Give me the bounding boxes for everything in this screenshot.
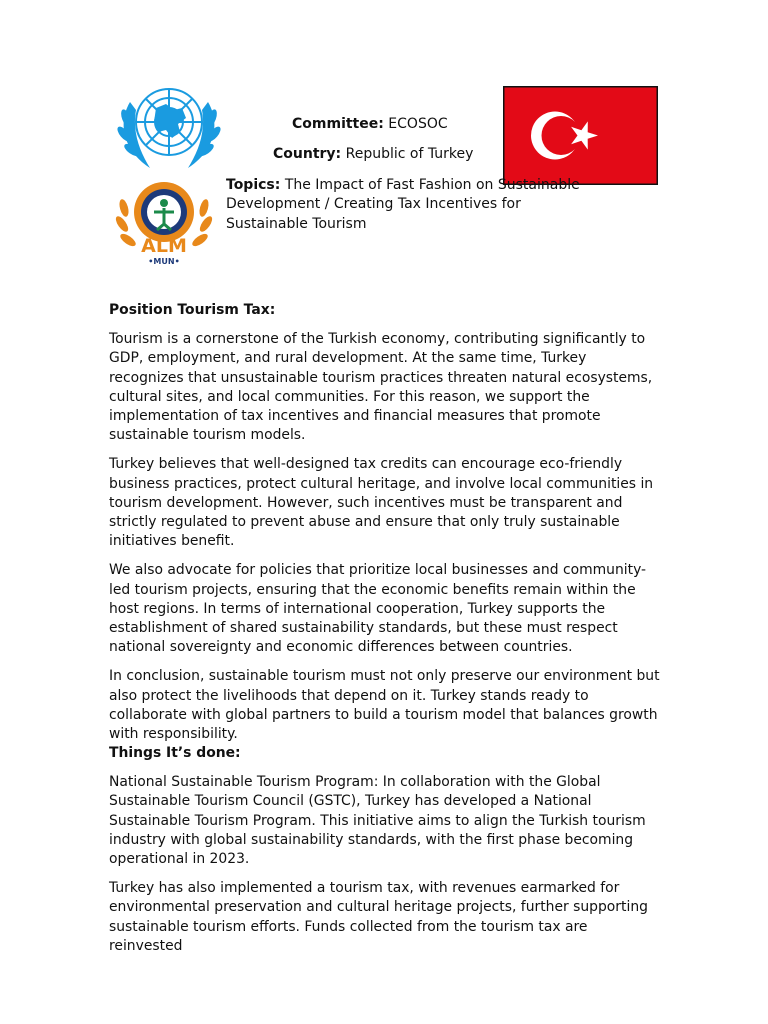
tourism-paragraph-1: Tourism is a cornerstone of the Turkish economy, contributing significantly to GDP, employment, and rural development. At the same time, Turkey recognizes that unsustainable tourism practices threaten natural ecosystems, cultural sites, and local communities. For this reason, we support the implementation of tax incentives and financial measures that promote sustainable tourism models. <box>109 331 653 444</box>
things-done-paragraph-1: National Sustainable Tourism Program: In collaboration with the Global Sustainable Tourism Council (GSTC), Turkey has developed a National Sustainable Tourism Program. This initiative aims to align the Turkish tourism industry with global sustainability standards, with the first phase becoming operational in 2023. <box>109 774 646 868</box>
country-value: Republic of Turkey <box>345 146 474 162</box>
things-done-section <box>109 744 661 956</box>
un-emblem-icon <box>110 72 228 176</box>
tourism-paragraph-4: In conclusion, sustainable tourism must not only preserve our environment but also protect the livelihoods that depend on it. Turkey stands ready to collaborate with global partners to build a tourism model that balances growth with responsibility. <box>109 668 660 743</box>
things-done-heading: Things It’s done: <box>109 745 241 761</box>
mun-text: •MUN• <box>148 257 180 266</box>
tourism-tax-section <box>109 301 661 744</box>
committee-label: Committee: <box>292 116 384 132</box>
alm-text: ALM <box>141 235 187 257</box>
topics-value: The Impact of Fast Fashion on Sustainable Development / Creating Tax Incentives for Sustainable Tourism <box>226 177 580 232</box>
alm-mun-logo <box>112 178 216 268</box>
topics-line <box>226 176 604 234</box>
country-line <box>273 145 473 164</box>
committee-line <box>292 115 448 134</box>
tourism-paragraph-3: We also advocate for policies that prioritize local businesses and community-led tourism projects, ensuring that the economic benefits remain within the host regions. In terms of international cooperation, Turkey supports the establishment of shared sustainability standards, but these must respect national sovereignty and economic differences between countries. <box>109 562 647 656</box>
country-label: Country: <box>273 146 342 162</box>
committee-value: ECOSOC <box>388 116 448 132</box>
tourism-tax-heading: Position Tourism Tax: <box>109 302 276 318</box>
tourism-paragraph-2: Turkey believes that well-designed tax credits can encourage eco-friendly business practices, protect cultural heritage, and involve local communities in tourism development. However, such incentives must be transparent and strictly regulated to prevent abuse and ensure that only truly sustainable initiatives benefit. <box>109 456 654 550</box>
things-done-paragraph-2: Turkey has also implemented a tourism tax, with revenues earmarked for environmental preservation and cultural heritage projects, further supporting sustainable tourism efforts. Funds collected from the tourism tax are reinvested <box>109 880 648 954</box>
turkey-flag-icon <box>503 86 658 185</box>
topics-label: Topics: <box>226 177 281 193</box>
